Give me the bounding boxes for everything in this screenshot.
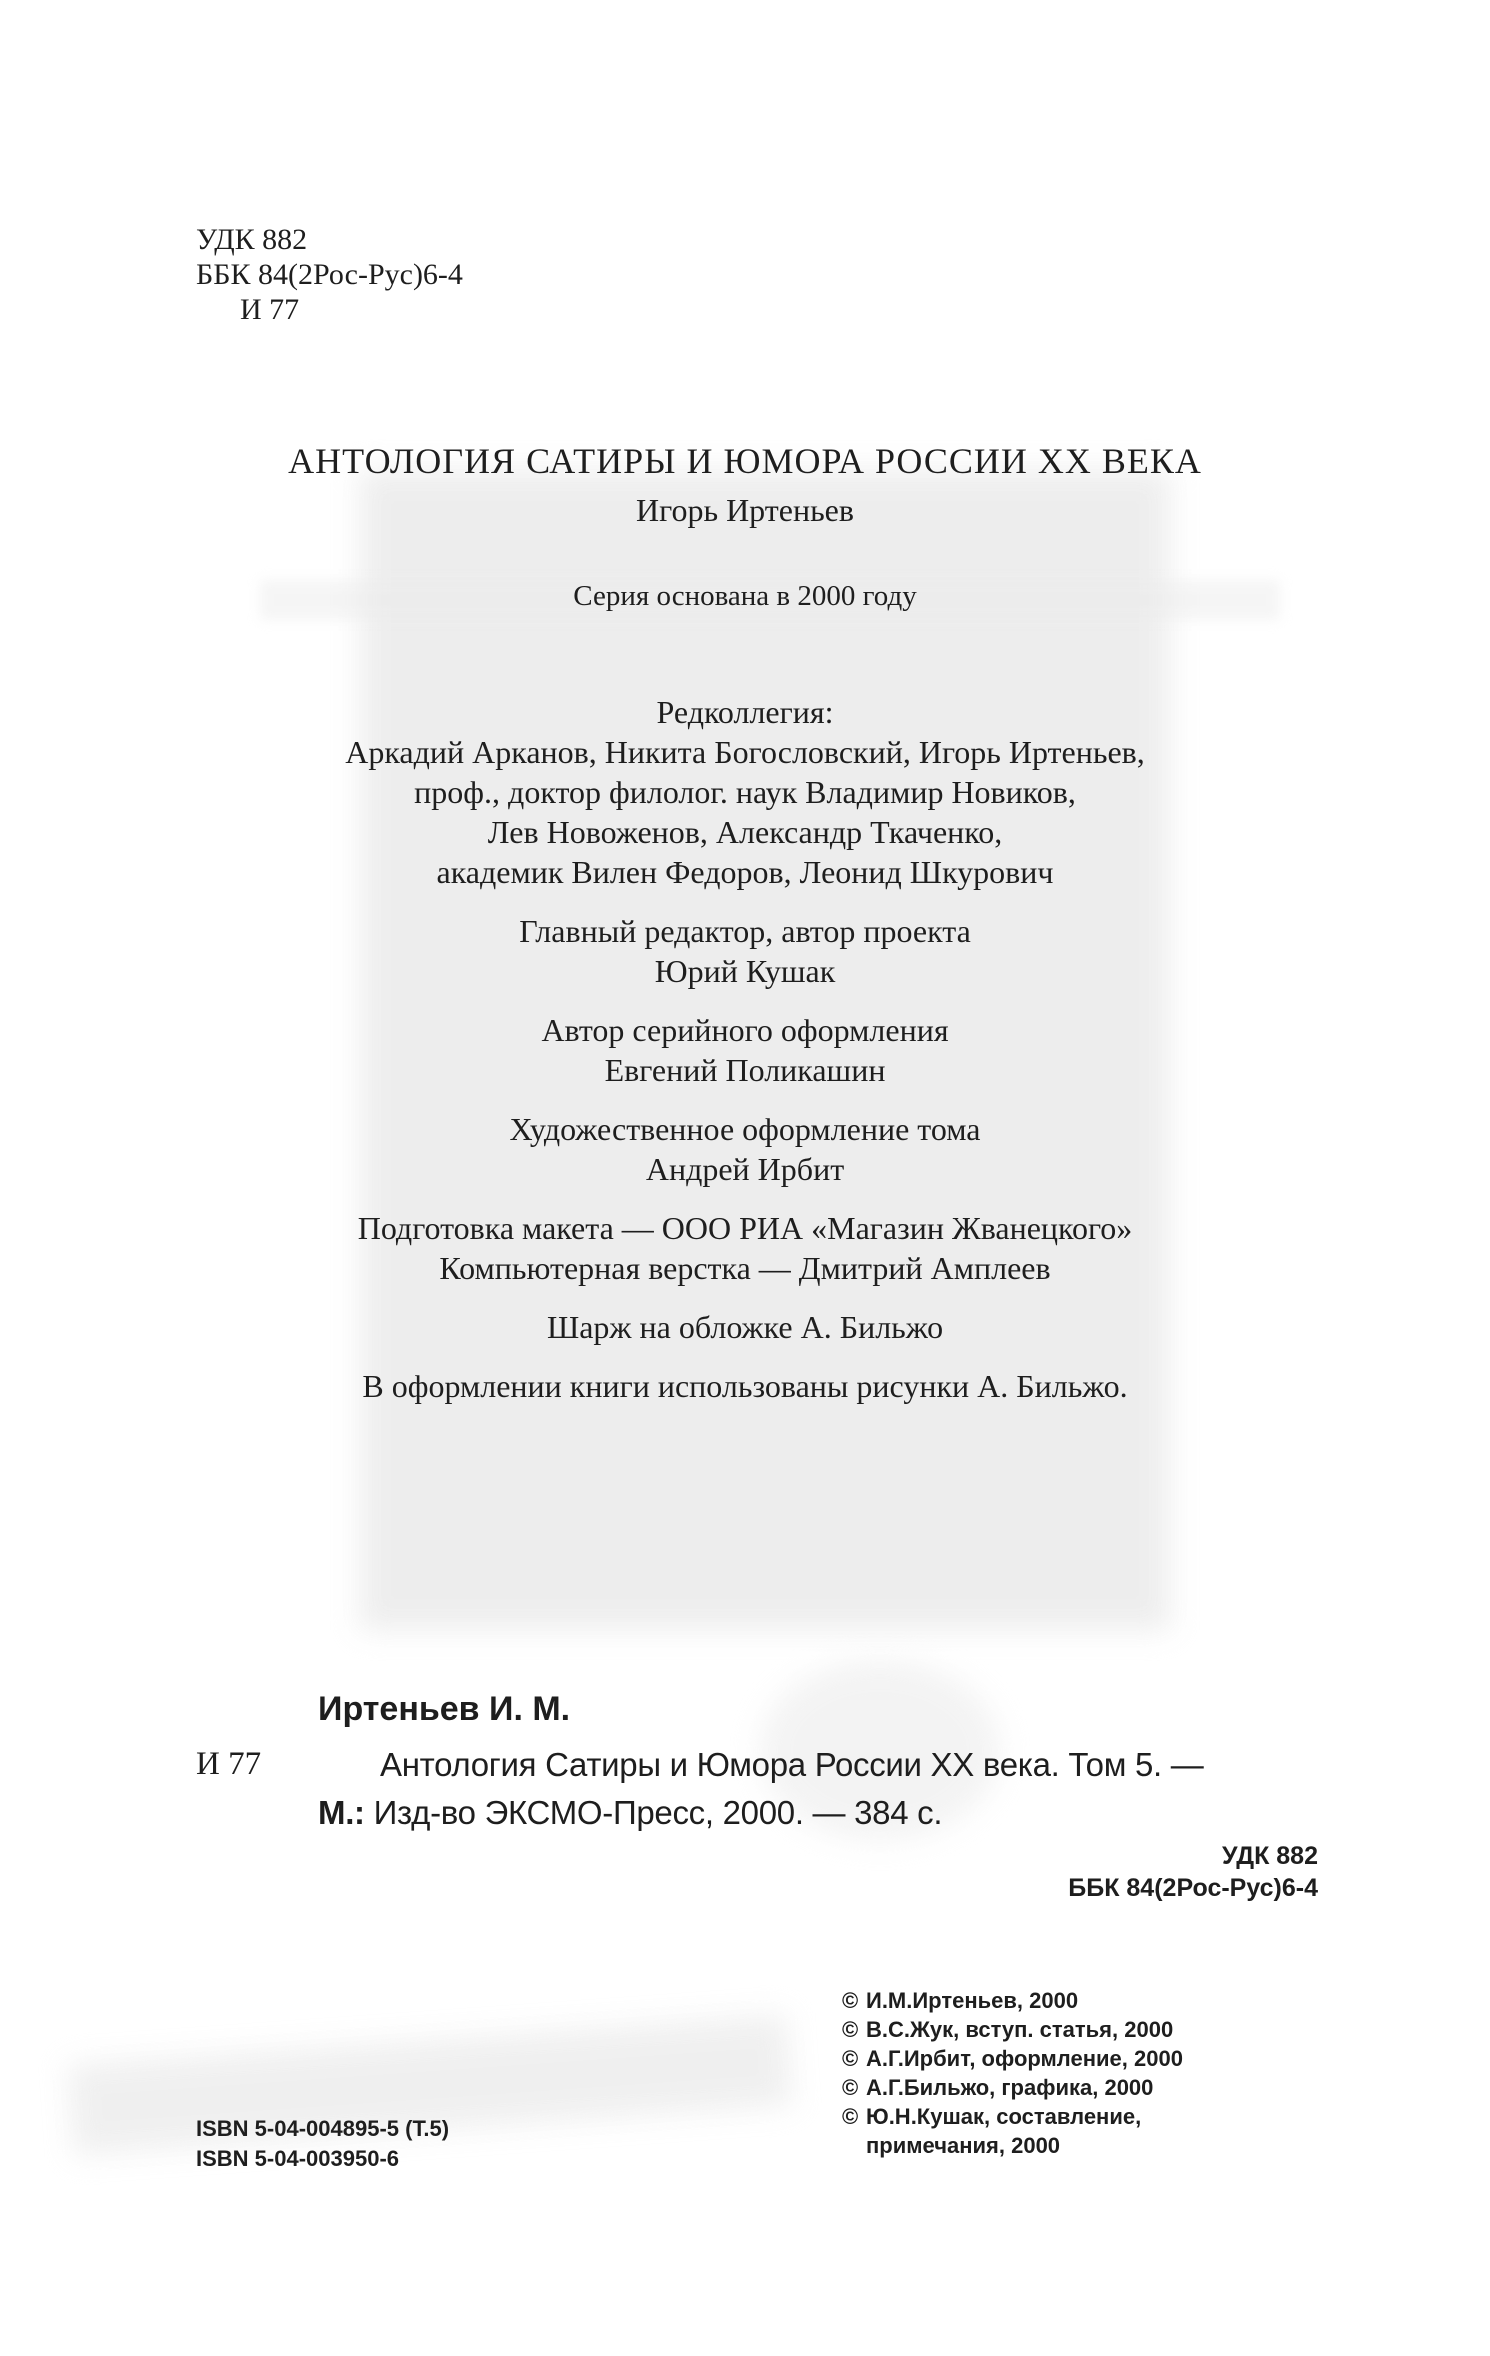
volume-art-role: Художественное оформление тома bbox=[509, 1111, 981, 1147]
typesetting: Компьютерная верстка — Дмитрий Амплеев bbox=[439, 1250, 1051, 1286]
editorial-line: Аркадий Арканов, Никита Богословский, Игорь Иртеньев, bbox=[345, 734, 1145, 770]
copyright-line: © А.Г.Ирбит, оформление, 2000 bbox=[842, 2046, 1183, 2071]
series-designer-name: Евгений Поликашин bbox=[604, 1052, 886, 1088]
bbk-code: ББК 84(2Рос-Рус)6-4 bbox=[196, 258, 463, 291]
copyright-line: © А.Г.Бильжо, графика, 2000 bbox=[842, 2075, 1154, 2100]
editorial-heading: Редколлегия: bbox=[656, 694, 834, 730]
isbn-volume: ISBN 5-04-004895-5 (Т.5) bbox=[196, 2116, 450, 2141]
classification-codes bbox=[196, 222, 463, 327]
editorial-line: академик Вилен Федоров, Леонид Шкурович bbox=[436, 854, 1054, 890]
catalog-publisher-line bbox=[318, 1794, 942, 1832]
author-mark: И 77 bbox=[240, 293, 300, 326]
chief-editor-role: Главный редактор, автор проекта bbox=[519, 913, 971, 949]
catalog-code: И 77 bbox=[196, 1746, 262, 1782]
catalog-publisher-prefix: М.: bbox=[318, 1794, 365, 1831]
catalog-publisher-text: Изд-во ЭКСМО-Пресс, 2000. — 384 с. bbox=[364, 1794, 943, 1831]
catalog-udk: УДК 882 bbox=[1221, 1842, 1318, 1870]
editorial-line: Лев Новоженов, Александр Ткаченко, bbox=[487, 814, 1003, 850]
copyright-icon: © bbox=[842, 2046, 859, 2071]
chief-editor-name: Юрий Кушак bbox=[654, 953, 836, 989]
volume-art-name: Андрей Ирбит bbox=[645, 1151, 845, 1187]
catalog-bbk: ББК 84(2Рос-Рус)6-4 bbox=[1068, 1874, 1318, 1902]
isbn-block bbox=[196, 2114, 449, 2174]
udk-code: УДК 882 bbox=[196, 223, 308, 256]
copyright-icon: © bbox=[842, 2075, 859, 2100]
layout-prep: Подготовка макета — ООО РИА «Магазин Жванецкого» bbox=[357, 1210, 1133, 1246]
copyright-icon: © bbox=[842, 1988, 859, 2013]
catalog-codes bbox=[1068, 1840, 1318, 1904]
series-title: АНТОЛОГИЯ САТИРЫ И ЮМОРА РОССИИ XX ВЕКА bbox=[288, 441, 1202, 481]
copyright-line: © Ю.Н.Кушак, составление, bbox=[842, 2104, 1142, 2129]
catalog-author: Иртеньев И. М. bbox=[318, 1690, 571, 1728]
cover-cartoon: Шарж на обложке А. Бильжо bbox=[546, 1309, 944, 1345]
series-designer-role: Автор серийного оформления bbox=[541, 1012, 949, 1048]
credits-section bbox=[0, 692, 1490, 1406]
copyright-line: © И.М.Иртеньев, 2000 bbox=[842, 1988, 1079, 2013]
copyright-continuation: примечания, 2000 bbox=[866, 2133, 1061, 2158]
series-founded: Серия основана в 2000 году bbox=[573, 580, 917, 612]
copyright-line: © В.С.Жук, вступ. статья, 2000 bbox=[842, 2017, 1174, 2042]
isbn-series: ISBN 5-04-003950-6 bbox=[196, 2146, 400, 2171]
copyright-icon: © bbox=[842, 2104, 859, 2129]
catalog-title-line: Антология Сатиры и Юмора России XX века. Том 5. — bbox=[380, 1746, 1204, 1783]
editorial-line: проф., доктор филолог. наук Владимир Новиков, bbox=[414, 774, 1076, 810]
copyright-icon: © bbox=[842, 2017, 859, 2042]
book-author: Игорь Иртеньев bbox=[636, 492, 854, 528]
illustrations-note: В оформлении книги использованы рисунки А. Бильжо. bbox=[362, 1368, 1128, 1404]
copyright-block bbox=[842, 1986, 1183, 2160]
